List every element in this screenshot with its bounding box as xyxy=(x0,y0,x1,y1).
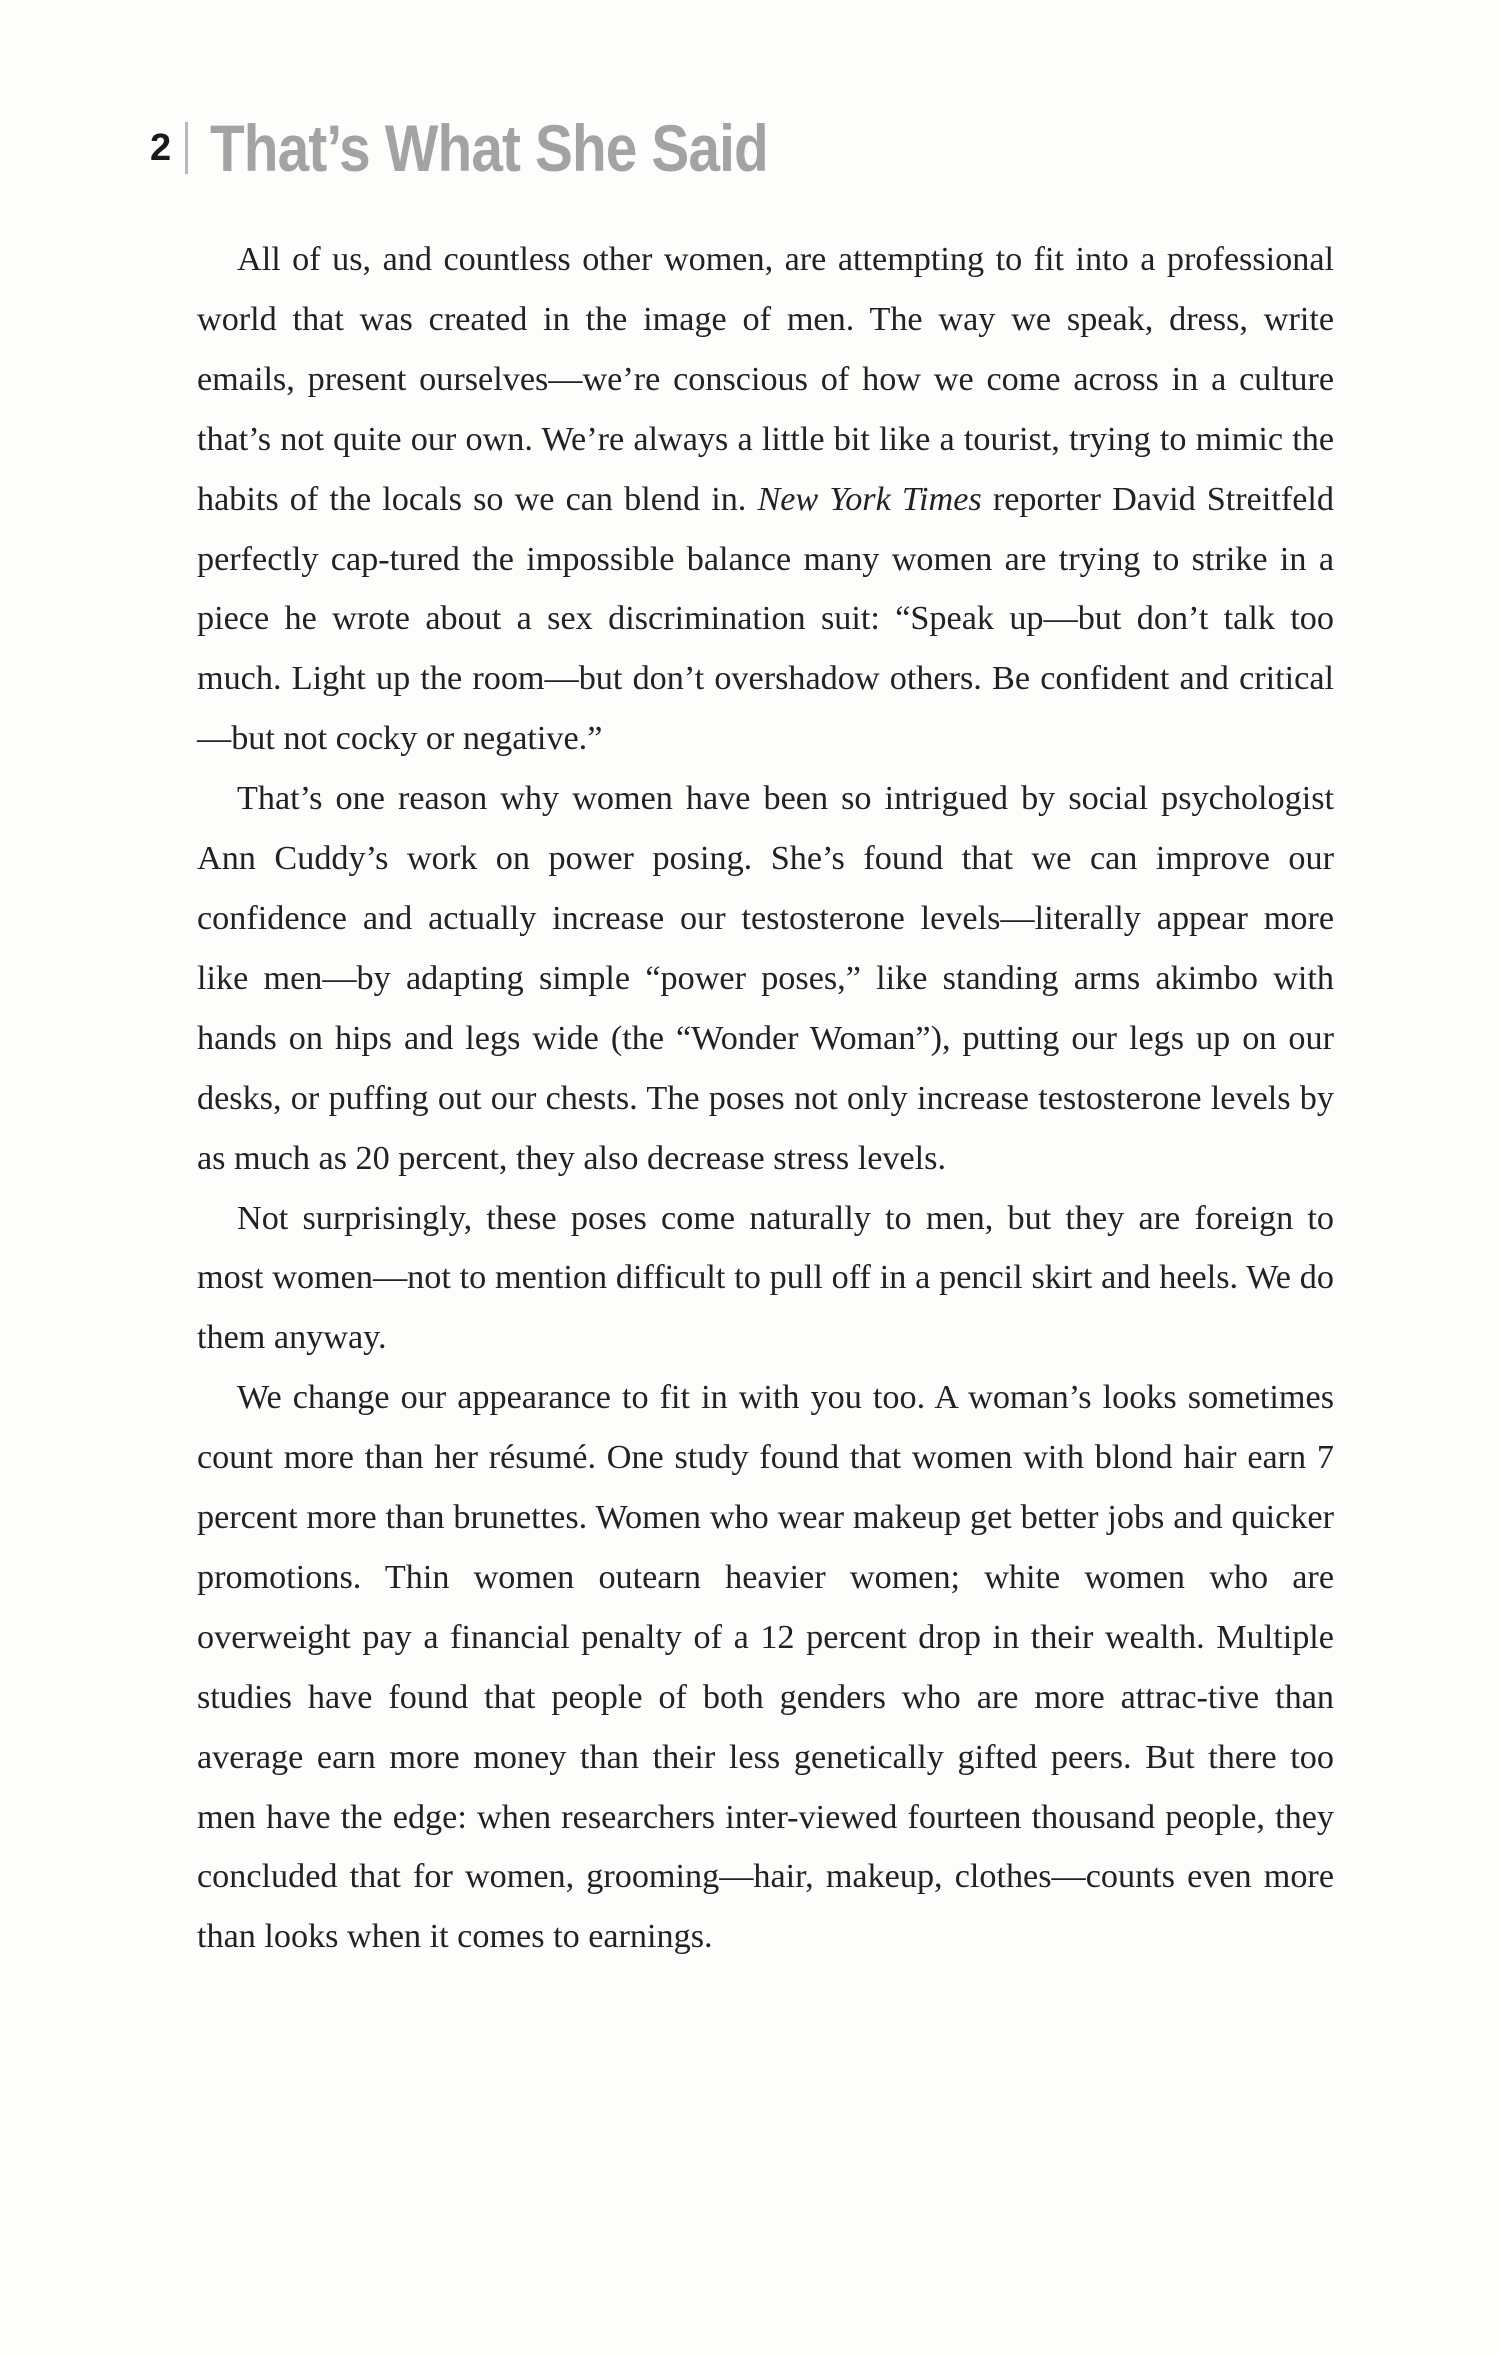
page-number: 2 xyxy=(150,126,172,169)
running-head xyxy=(150,108,859,188)
body-text xyxy=(197,230,1334,1967)
paragraph xyxy=(197,230,1334,769)
paragraph: That’s one reason why women have been so intrigued by social psychologist Ann Cuddy’s work on power posing. She’s found that we can improve our confidence and actually increase our testosterone levels—literally appear more like men—by adapting simple “power poses,” like standing arms akimbo with hands on hips and legs wide (the “Wonder Woman”), putting our legs up on our desks, or puffing out our chests. The poses not only increase testosterone levels by as much as 20 percent, they also decrease stress levels. xyxy=(197,780,1334,1177)
publication-title: New York Times xyxy=(757,480,982,518)
paragraph: Not surprisingly, these poses come naturally to men, but they are foreign to most women—not to mention difficult to pull off in a pencil skirt and heels. We do them anyway. xyxy=(197,1199,1334,1357)
book-title: That’s What She Said xyxy=(210,111,768,185)
paragraph-text: All of us, and countless other women, are attempting to fit into a professional world that was created in the image of men. The way we speak, dress, write emails, present ourselves—we’re conscious of how we come across in a culture that’s not quite our own. We’re always a little bit like a tourist, trying to mimic the habits of the locals so we can blend in. xyxy=(197,241,1334,518)
paragraph-text: reporter David Streitfeld perfectly cap-tured the impossible balance many women are trying to strike in a piece he wrote about a sex discrimination suit: “Speak up—but don’t talk too much. Light up the room—but don’t overshadow others. Be confident and critical—but not cocky or negative.” xyxy=(197,480,1334,758)
header-divider xyxy=(185,122,188,174)
paragraph: We change our appearance to fit in with you too. A woman’s looks sometimes count more than her résumé. One study found that women with blond hair earn 7 percent more than brunettes. Women who wear makeup get better jobs and quicker promotions. Thin women outearn heavier women; white women who are overweight pay a financial penalty of a 12 percent drop in their wealth. Multiple studies have found that people of both genders who are more attrac-tive than average earn more money than their less genetically gifted peers. But there too men have the edge: when researchers inter-viewed fourteen thousand people, they concluded that for women, grooming—hair, makeup, clothes—counts even more than looks when it comes to earnings. xyxy=(197,1379,1334,1956)
